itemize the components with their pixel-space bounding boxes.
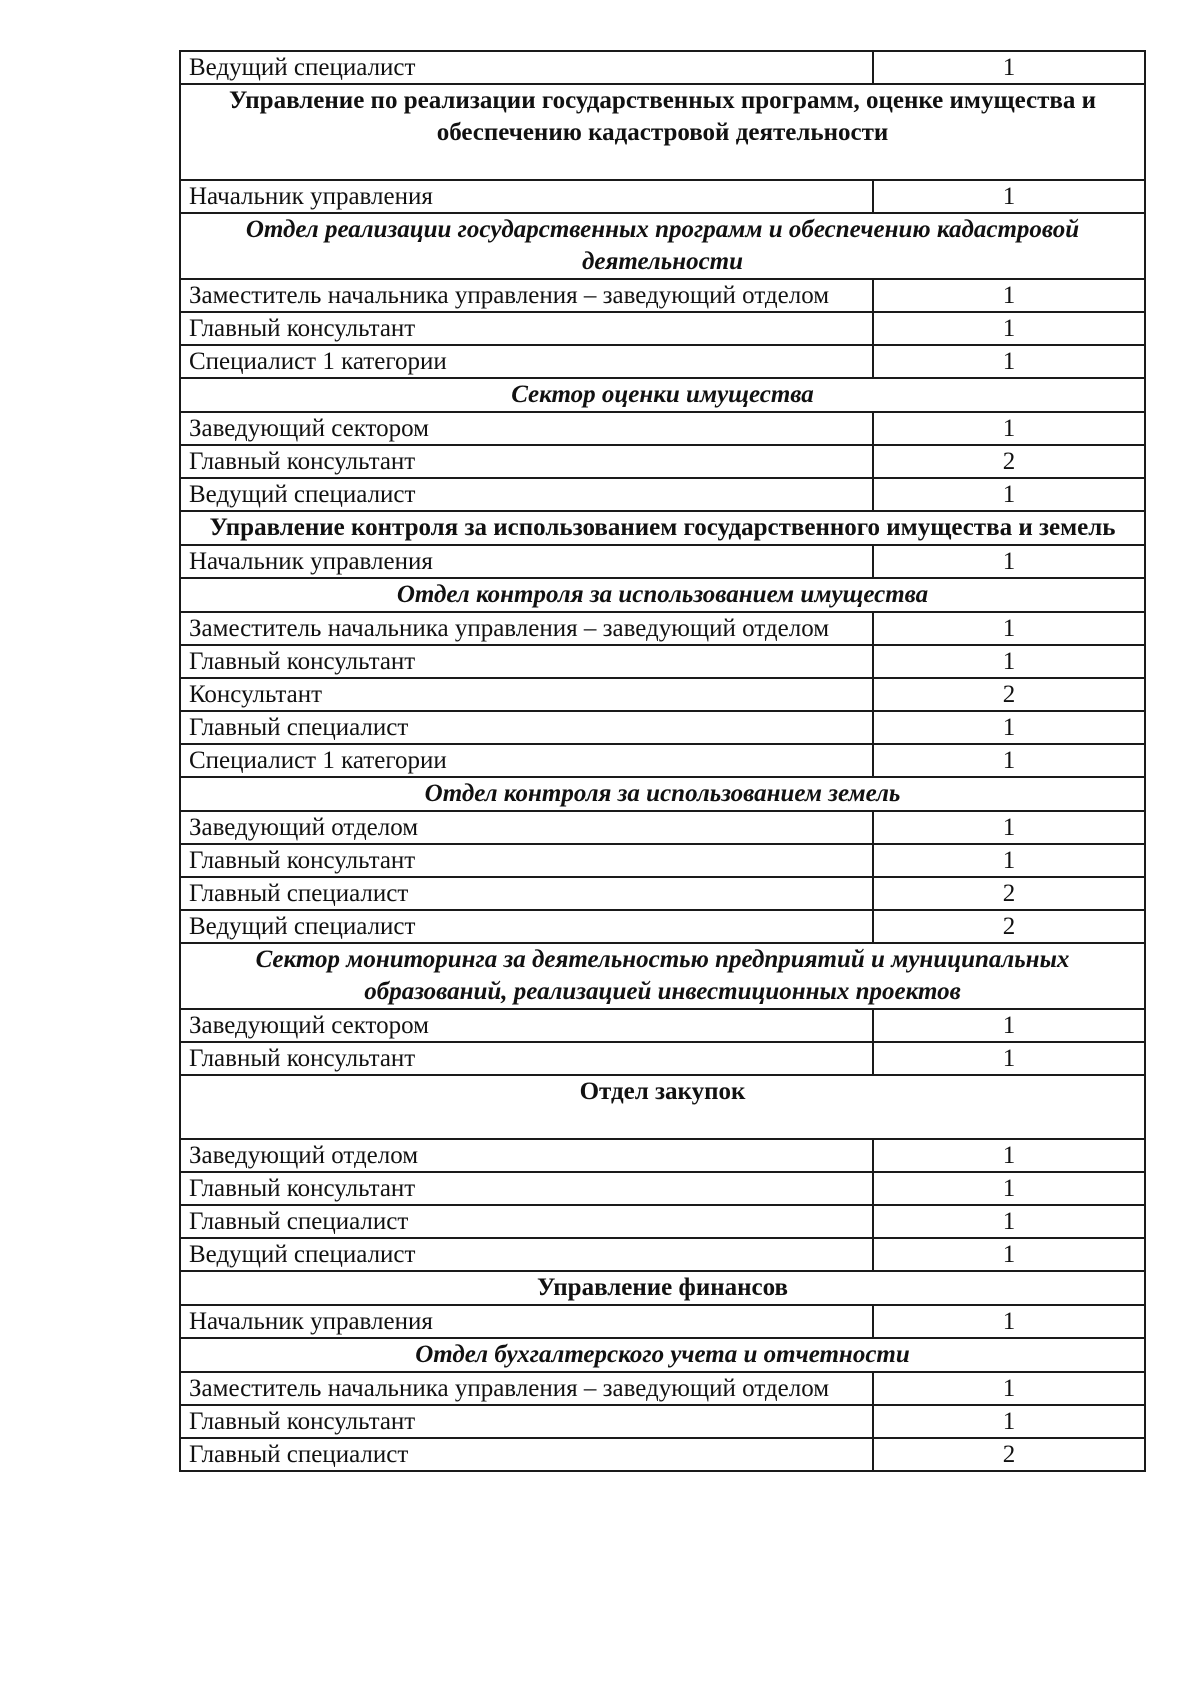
position-row — [180, 612, 1145, 645]
position-title: Главный консультант — [180, 1172, 873, 1205]
position-count: 1 — [873, 412, 1145, 445]
position-count: 2 — [873, 678, 1145, 711]
subdivision-title: Отдел контроля за использованием земель — [180, 777, 1145, 811]
position-row — [180, 1305, 1145, 1338]
position-row — [180, 1172, 1145, 1205]
position-row — [180, 545, 1145, 578]
section-header-row — [180, 213, 1145, 279]
division-title: Отдел закупок — [180, 1075, 1145, 1139]
section-header-row — [180, 943, 1145, 1009]
position-row — [180, 910, 1145, 943]
position-title: Заместитель начальника управления – заведующий отделом — [180, 1372, 873, 1405]
position-title: Главный специалист — [180, 1205, 873, 1238]
position-count: 1 — [873, 180, 1145, 213]
section-header-row — [180, 378, 1145, 412]
position-row — [180, 678, 1145, 711]
position-title: Главный специалист — [180, 877, 873, 910]
subdivision-title: Отдел бухгалтерского учета и отчетности — [180, 1338, 1145, 1372]
subdivision-title: Отдел реализации государственных программ и обеспечению кадастровой деятельности — [180, 213, 1145, 279]
position-title: Ведущий специалист — [180, 1238, 873, 1271]
position-title: Заведующий сектором — [180, 1009, 873, 1042]
division-title: Управление контроля за использованием государственного имущества и земель — [180, 511, 1145, 545]
position-count: 2 — [873, 1438, 1145, 1471]
division-title: Управление финансов — [180, 1271, 1145, 1305]
position-title: Заместитель начальника управления – заведующий отделом — [180, 279, 873, 312]
position-title: Специалист 1 категории — [180, 345, 873, 378]
position-row — [180, 445, 1145, 478]
position-count: 1 — [873, 612, 1145, 645]
position-row — [180, 645, 1145, 678]
subdivision-title: Сектор мониторинга за деятельностью предприятий и муниципальных образований, реализацией инвестиционных проектов — [180, 943, 1145, 1009]
position-title: Заместитель начальника управления – заведующий отделом — [180, 612, 873, 645]
position-count: 1 — [873, 1042, 1145, 1075]
position-row — [180, 1205, 1145, 1238]
position-row — [180, 1405, 1145, 1438]
position-row — [180, 1139, 1145, 1172]
position-row — [180, 478, 1145, 511]
position-title: Начальник управления — [180, 1305, 873, 1338]
position-row — [180, 279, 1145, 312]
position-count: 1 — [873, 711, 1145, 744]
position-row — [180, 312, 1145, 345]
position-title: Ведущий специалист — [180, 478, 873, 511]
position-count: 1 — [873, 844, 1145, 877]
position-title: Ведущий специалист — [180, 51, 873, 84]
position-title: Главный консультант — [180, 1042, 873, 1075]
position-row — [180, 51, 1145, 84]
position-count: 1 — [873, 478, 1145, 511]
position-row — [180, 345, 1145, 378]
position-title: Главный консультант — [180, 312, 873, 345]
position-title: Главный консультант — [180, 844, 873, 877]
position-count: 1 — [873, 811, 1145, 844]
position-title: Специалист 1 категории — [180, 744, 873, 777]
position-title: Ведущий специалист — [180, 910, 873, 943]
position-row — [180, 711, 1145, 744]
section-header-row — [180, 1271, 1145, 1305]
position-count: 1 — [873, 312, 1145, 345]
position-count: 2 — [873, 910, 1145, 943]
position-count: 1 — [873, 51, 1145, 84]
division-title: Управление по реализации государственных программ, оценке имущества и обеспечению кадастровой деятельности — [180, 84, 1145, 180]
position-count: 1 — [873, 1009, 1145, 1042]
section-header-row — [180, 777, 1145, 811]
position-count: 1 — [873, 1172, 1145, 1205]
position-count: 2 — [873, 445, 1145, 478]
position-title: Главный специалист — [180, 711, 873, 744]
position-count: 1 — [873, 1139, 1145, 1172]
position-title: Начальник управления — [180, 180, 873, 213]
staffing-table — [179, 50, 1146, 1472]
position-count: 1 — [873, 1405, 1145, 1438]
position-row — [180, 1438, 1145, 1471]
position-row — [180, 1009, 1145, 1042]
position-title: Главный специалист — [180, 1438, 873, 1471]
position-count: 1 — [873, 1205, 1145, 1238]
position-title: Главный консультант — [180, 445, 873, 478]
position-count: 1 — [873, 1305, 1145, 1338]
position-row — [180, 412, 1145, 445]
section-header-row — [180, 1338, 1145, 1372]
position-count: 1 — [873, 744, 1145, 777]
position-count: 1 — [873, 545, 1145, 578]
position-count: 1 — [873, 279, 1145, 312]
position-row — [180, 744, 1145, 777]
position-title: Заведующий отделом — [180, 1139, 873, 1172]
subdivision-title: Сектор оценки имущества — [180, 378, 1145, 412]
position-row — [180, 1042, 1145, 1075]
position-title: Главный консультант — [180, 645, 873, 678]
position-title: Консультант — [180, 678, 873, 711]
section-header-row — [180, 511, 1145, 545]
position-row — [180, 877, 1145, 910]
position-count: 1 — [873, 1372, 1145, 1405]
position-title: Заведующий отделом — [180, 811, 873, 844]
position-title: Главный консультант — [180, 1405, 873, 1438]
position-count: 1 — [873, 645, 1145, 678]
section-header-row — [180, 578, 1145, 612]
section-header-row — [180, 84, 1145, 180]
subdivision-title: Отдел контроля за использованием имущества — [180, 578, 1145, 612]
position-row — [180, 1238, 1145, 1271]
position-row — [180, 180, 1145, 213]
section-header-row — [180, 1075, 1145, 1139]
position-count: 1 — [873, 1238, 1145, 1271]
position-row — [180, 811, 1145, 844]
position-count: 2 — [873, 877, 1145, 910]
table-body — [180, 51, 1145, 1471]
position-row — [180, 1372, 1145, 1405]
position-row — [180, 844, 1145, 877]
position-title: Начальник управления — [180, 545, 873, 578]
position-count: 1 — [873, 345, 1145, 378]
position-title: Заведующий сектором — [180, 412, 873, 445]
